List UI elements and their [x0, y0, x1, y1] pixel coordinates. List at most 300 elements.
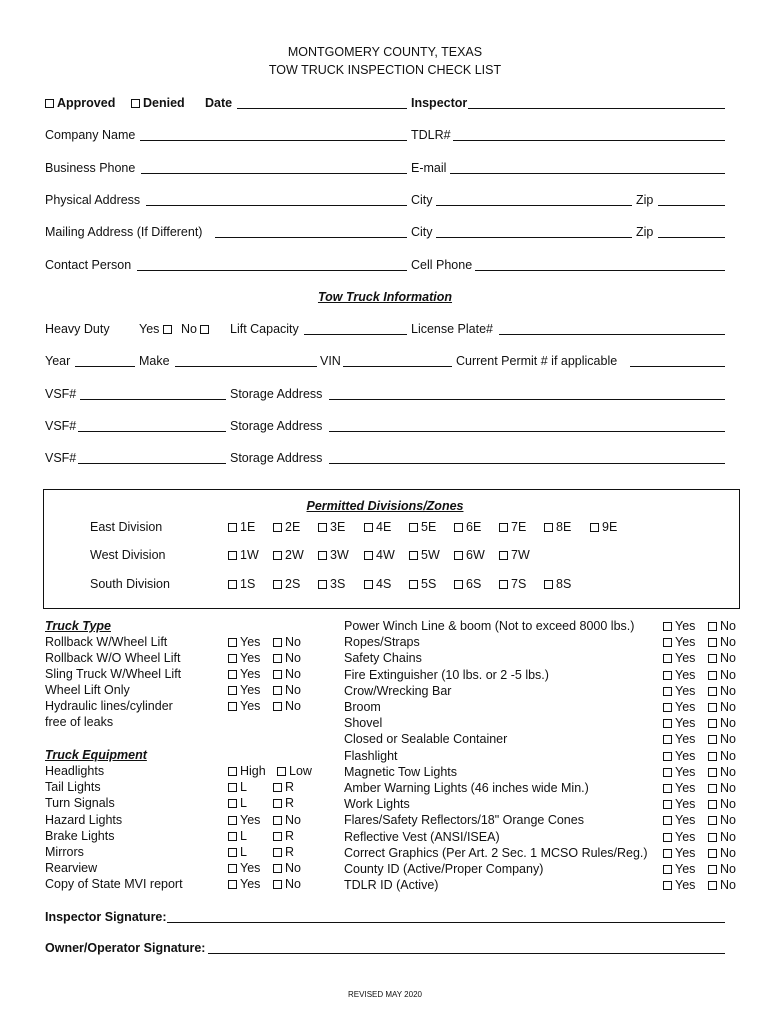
vin-field[interactable]	[343, 366, 452, 367]
checkbox-icon	[228, 638, 237, 647]
equipment-option-1[interactable]	[228, 861, 260, 875]
checkbox-label: Yes	[675, 716, 696, 731]
checkbox-icon	[708, 784, 717, 793]
equipment-label: Hazard Lights	[45, 812, 123, 827]
zone-checkbox-4w[interactable]	[364, 548, 395, 562]
heavy-duty-label: Heavy Duty	[45, 322, 110, 336]
checklist-item-label: Shovel	[344, 716, 383, 731]
checkbox-label: Yes	[675, 797, 696, 812]
checkbox-label: Yes	[675, 813, 696, 828]
checkbox-icon	[663, 638, 672, 647]
contact-person-field[interactable]	[137, 270, 407, 271]
checkbox-icon	[454, 551, 463, 560]
checkbox-label: 6S	[466, 577, 482, 591]
vsf-label-3: VSF#	[45, 451, 77, 465]
checkbox-label: Yes	[675, 667, 696, 682]
tow-truck-info-heading: Tow Truck Information	[317, 290, 453, 304]
form-title-line2: TOW TRUCK INSPECTION CHECK LIST	[268, 63, 502, 77]
truck-type-option-1[interactable]	[228, 635, 260, 649]
equipment-label: Brake Lights	[45, 828, 115, 843]
checkbox-icon	[228, 670, 237, 679]
mailing-address-field[interactable]	[215, 237, 407, 238]
zone-checkbox-3e[interactable]	[318, 520, 345, 534]
checkbox-label: No	[285, 812, 301, 827]
checkbox-label: R	[285, 845, 295, 859]
checklist-yes[interactable]	[663, 797, 695, 811]
truck-type-label: Hydraulic lines/cylinder	[45, 699, 173, 713]
checkbox-icon	[273, 686, 282, 695]
checklist-no[interactable]	[708, 619, 736, 633]
checkbox-label: 4W	[376, 548, 395, 562]
equipment-label: Rearview	[45, 861, 98, 876]
truck-type-option-1[interactable]	[228, 683, 260, 697]
checkbox-icon	[663, 671, 672, 680]
checkbox-icon	[273, 848, 282, 857]
checklist-no[interactable]	[708, 651, 736, 665]
checkbox-icon	[228, 816, 237, 825]
checklist-no[interactable]	[708, 749, 736, 763]
checkbox-label: Yes	[675, 651, 696, 666]
checkbox-icon	[273, 654, 282, 663]
vsf-label-2: VSF#	[45, 419, 77, 433]
zone-checkbox-8e[interactable]	[544, 520, 571, 534]
checklist-no[interactable]	[708, 684, 736, 698]
truck-type-label: Sling Truck W/Wheel Lift	[45, 667, 182, 681]
checkbox-icon	[273, 783, 282, 792]
checkbox-label: 8S	[556, 577, 572, 591]
checklist-yes[interactable]	[663, 878, 695, 892]
checkbox-label: No	[285, 699, 301, 713]
checkbox-label: 7E	[511, 520, 527, 534]
heavy-duty-no[interactable]: No	[181, 322, 212, 336]
checklist-yes[interactable]	[663, 862, 695, 876]
year-label: Year	[45, 354, 71, 368]
checkbox-icon	[708, 800, 717, 809]
date-label: Date	[205, 96, 233, 110]
checklist-yes[interactable]	[663, 700, 695, 714]
checklist-no[interactable]	[708, 830, 736, 844]
checkbox-label: 5W	[421, 548, 440, 562]
equipment-option-2[interactable]	[273, 796, 294, 810]
checkbox-icon	[708, 638, 717, 647]
owner-signature-field[interactable]	[208, 953, 725, 954]
checkbox-icon	[663, 881, 672, 890]
truck-type-heading: Truck Type	[45, 619, 111, 633]
current-permit-field[interactable]	[630, 366, 725, 367]
zone-checkbox-7s[interactable]	[499, 577, 526, 591]
checklist-yes[interactable]	[663, 651, 695, 665]
checkbox-icon	[663, 687, 672, 696]
truck-type-option-2[interactable]	[273, 667, 301, 681]
checklist-yes[interactable]	[663, 668, 695, 682]
checkbox-label: Yes	[675, 700, 696, 714]
checkbox-icon	[273, 523, 282, 532]
checkbox-icon	[273, 638, 282, 647]
checkbox-label: No	[285, 683, 301, 697]
checkbox-label: No	[720, 862, 736, 876]
checkbox-icon	[228, 580, 237, 589]
checkbox-icon	[708, 719, 717, 728]
checkbox-icon	[663, 800, 672, 809]
checkbox-icon	[364, 551, 373, 560]
checklist-no[interactable]	[708, 781, 736, 795]
equipment-option-2[interactable]	[277, 764, 312, 778]
east-division-label: East Division	[90, 520, 163, 534]
checkbox-label: Yes	[240, 812, 261, 827]
checkbox-icon	[273, 702, 282, 711]
email-field[interactable]	[450, 173, 725, 174]
checkbox-label: Yes	[675, 732, 696, 747]
truck-type-option-2[interactable]	[273, 651, 301, 665]
checkbox-label: 8E	[556, 520, 572, 534]
current-permit-label: Current Permit # if applicable	[456, 354, 618, 368]
tdlr-label: TDLR#	[411, 128, 451, 142]
checkbox-label: No	[720, 878, 736, 893]
truck-type-option-1[interactable]	[228, 667, 260, 681]
checklist-item-label: Work Lights	[344, 797, 410, 812]
checkbox-icon	[228, 767, 237, 776]
storage-address-label-3: Storage Address	[230, 451, 323, 465]
owner-signature-label: Owner/Operator Signature:	[45, 941, 206, 955]
checkbox-label: 5S	[421, 577, 437, 591]
checkbox-label: No	[720, 748, 736, 763]
checkbox-label: Yes	[240, 683, 261, 697]
zone-checkbox-8s[interactable]	[544, 577, 571, 591]
business-phone-label: Business Phone	[45, 161, 136, 175]
checkbox-icon	[273, 816, 282, 825]
date-field[interactable]	[237, 108, 407, 109]
equipment-label: Tail Lights	[45, 780, 101, 795]
mailing-city-field[interactable]	[436, 237, 632, 238]
zone-checkbox-7e[interactable]	[499, 520, 526, 534]
equipment-option-1[interactable]	[228, 764, 266, 778]
checkbox-label: Yes	[240, 667, 261, 681]
checkbox-label: Yes	[240, 861, 261, 876]
tdlr-field[interactable]	[453, 140, 725, 141]
checkbox-label: 3S	[330, 577, 346, 591]
checkbox-label: 2S	[285, 577, 301, 591]
checklist-yes[interactable]	[663, 635, 695, 649]
zone-checkbox-2s[interactable]	[273, 577, 300, 591]
zone-checkbox-6s[interactable]	[454, 577, 481, 591]
checkbox-label: No	[285, 667, 301, 681]
checkbox-icon	[228, 686, 237, 695]
checkbox-label: Low	[289, 764, 312, 778]
west-division-label: West Division	[90, 548, 166, 562]
checkbox-icon	[708, 768, 717, 777]
checkbox-label: 1S	[240, 577, 256, 591]
checklist-item-label: Flares/Safety Reflectors/18" Orange Cones	[344, 813, 584, 828]
checklist-yes[interactable]	[663, 765, 695, 779]
truck-type-label: Rollback W/Wheel Lift	[45, 635, 168, 649]
equipment-option-2[interactable]	[273, 813, 301, 827]
checkbox-label: Yes	[675, 619, 696, 633]
checklist-item-label: Fire Extinguisher (10 lbs. or 2 -5 lbs.)	[344, 667, 549, 682]
checkbox-icon	[708, 735, 717, 744]
checklist-item-label: Flashlight	[344, 748, 398, 763]
checkbox-label: No	[720, 732, 736, 747]
zone-checkbox-2e[interactable]	[273, 520, 300, 534]
checklist-no[interactable]	[708, 878, 736, 892]
checklist-item-label: Closed or Sealable Container	[344, 732, 508, 747]
checklist-no[interactable]	[708, 765, 736, 779]
checklist-item-label: County ID (Active/Proper Company)	[344, 862, 544, 876]
hydraulic-line2: free of leaks	[45, 715, 114, 729]
checkbox-label: 6W	[466, 548, 485, 562]
checkbox-icon	[663, 622, 672, 631]
checkbox-label: Yes	[675, 829, 696, 844]
mailing-address-label: Mailing Address (If Different)	[45, 225, 203, 239]
checkbox-label: 2E	[285, 520, 301, 534]
checkbox-icon	[663, 784, 672, 793]
inspector-label: Inspector	[411, 96, 468, 110]
checkbox-label: 3W	[330, 548, 349, 562]
checkbox-icon	[409, 580, 418, 589]
checkbox-label: L	[240, 845, 247, 859]
checkbox-icon	[663, 768, 672, 777]
truck-type-option-1[interactable]	[228, 699, 260, 713]
checkbox-label: No	[285, 651, 301, 665]
equipment-option-1[interactable]	[228, 780, 247, 794]
zone-checkbox-4e[interactable]	[364, 520, 391, 534]
checkbox-icon	[708, 687, 717, 696]
checkbox-icon	[499, 523, 508, 532]
checkbox-label: Yes	[675, 862, 696, 876]
vsf-field-1[interactable]	[80, 399, 226, 400]
checkbox-icon	[228, 799, 237, 808]
checkbox-label: Yes	[675, 878, 696, 893]
checklist-no[interactable]	[708, 846, 736, 860]
checkbox-icon	[273, 832, 282, 841]
checklist-no[interactable]	[708, 668, 736, 682]
checklist-yes[interactable]	[663, 749, 695, 763]
zone-checkbox-2w[interactable]	[273, 548, 304, 562]
checklist-item-label: Crow/Wrecking Bar	[344, 683, 452, 698]
equipment-label: Turn Signals	[45, 796, 115, 811]
equipment-option-1[interactable]	[228, 845, 247, 859]
checkbox-label: No	[285, 635, 301, 649]
checkbox-icon	[45, 99, 54, 108]
physical-zip-label: Zip	[636, 193, 654, 207]
checkbox-icon	[499, 580, 508, 589]
checklist-no[interactable]	[708, 716, 736, 730]
checkbox-icon	[454, 523, 463, 532]
checkbox-icon	[708, 703, 717, 712]
checkbox-icon	[663, 654, 672, 663]
checkbox-icon	[663, 816, 672, 825]
storage-address-field-2[interactable]	[329, 431, 725, 432]
equipment-label: Mirrors	[45, 845, 84, 859]
business-phone-field[interactable]	[141, 173, 407, 174]
checkbox-icon	[273, 880, 282, 889]
zone-checkbox-4s[interactable]	[364, 577, 391, 591]
email-label: E-mail	[411, 161, 447, 175]
permitted-divisions-heading: Permitted Divisions/Zones	[306, 499, 464, 513]
make-field[interactable]	[175, 366, 317, 367]
checkbox-icon	[277, 767, 286, 776]
checklist-item-label: Safety Chains	[344, 651, 422, 666]
equipment-option-2[interactable]	[273, 877, 301, 891]
checkbox-label: R	[285, 780, 295, 795]
checkbox-icon	[228, 848, 237, 857]
vsf-field-2[interactable]	[78, 431, 226, 432]
checkbox-icon	[273, 670, 282, 679]
checkbox-label: R	[285, 796, 295, 811]
checkbox-icon	[364, 523, 373, 532]
license-plate-field[interactable]	[499, 334, 725, 335]
checklist-no[interactable]	[708, 635, 736, 649]
physical-address-field[interactable]	[146, 205, 407, 206]
vsf-field-3[interactable]	[78, 463, 226, 464]
checkbox-icon	[708, 849, 717, 858]
zone-checkbox-3s[interactable]	[318, 577, 345, 591]
storage-address-field-1[interactable]	[329, 399, 725, 400]
lift-capacity-field[interactable]	[304, 334, 407, 335]
checkbox-label: 4S	[376, 577, 392, 591]
checkbox-icon	[663, 703, 672, 712]
checklist-yes[interactable]	[663, 716, 695, 730]
company-name-field[interactable]	[140, 140, 407, 141]
equipment-option-1[interactable]	[228, 813, 260, 827]
equipment-option-2[interactable]	[273, 829, 294, 843]
checkbox-label: L	[240, 796, 247, 811]
checkbox-label: 7S	[511, 577, 527, 591]
mailing-city-label: City	[411, 225, 433, 239]
mailing-zip-label: Zip	[636, 225, 654, 239]
checkbox-label: No	[720, 683, 736, 698]
checkbox-label: Yes	[675, 635, 696, 650]
zone-checkbox-1e[interactable]	[228, 520, 255, 534]
checkbox-icon	[163, 325, 172, 334]
checkbox-icon	[200, 325, 209, 334]
equipment-label: Copy of State MVI report	[45, 877, 183, 892]
zone-checkbox-1w[interactable]	[228, 548, 259, 562]
checkbox-icon	[708, 654, 717, 663]
checkbox-icon	[454, 580, 463, 589]
equipment-option-2[interactable]	[273, 780, 294, 794]
checkbox-label: No	[720, 619, 736, 633]
checklist-no[interactable]	[708, 813, 736, 827]
checklist-yes[interactable]	[663, 619, 695, 633]
checkbox-icon	[409, 551, 418, 560]
zone-checkbox-5s[interactable]	[409, 577, 436, 591]
zone-checkbox-3w[interactable]	[318, 548, 349, 562]
checkbox-icon	[228, 654, 237, 663]
checklist-yes[interactable]	[663, 830, 695, 844]
truck-type-option-2[interactable]	[273, 699, 301, 713]
checkbox-label: 7W	[511, 548, 530, 562]
checklist-no[interactable]	[708, 797, 736, 811]
checkbox-label: No	[720, 813, 736, 828]
checkbox-icon	[708, 752, 717, 761]
checkbox-label: 1E	[240, 520, 256, 534]
approved-checkbox[interactable]: Approved	[45, 96, 115, 110]
physical-address-label: Physical Address	[45, 193, 141, 207]
zone-checkbox-5w[interactable]	[409, 548, 440, 562]
checkbox-label: L	[240, 780, 247, 795]
checkbox-label: Yes	[240, 651, 261, 665]
checkbox-label: No	[720, 764, 736, 779]
checkbox-label: No	[720, 635, 736, 650]
truck-type-option-1[interactable]	[228, 651, 260, 665]
checkbox-icon	[663, 752, 672, 761]
physical-city-label: City	[411, 193, 433, 207]
truck-type-label: Wheel Lift Only	[45, 683, 130, 697]
checklist-no[interactable]	[708, 732, 736, 746]
checklist-yes[interactable]	[663, 684, 695, 698]
checkbox-icon	[663, 849, 672, 858]
checkbox-icon	[409, 523, 418, 532]
zone-checkbox-6w[interactable]	[454, 548, 485, 562]
checkbox-label: Yes	[675, 781, 696, 795]
zone-checkbox-7w[interactable]	[499, 548, 530, 562]
storage-address-field-3[interactable]	[329, 463, 725, 464]
equipment-option-1[interactable]	[228, 796, 247, 810]
checkbox-label: Yes	[675, 683, 696, 698]
checkbox-icon	[318, 551, 327, 560]
inspector-signature-field[interactable]	[167, 922, 725, 923]
checkbox-label: Yes	[240, 699, 261, 713]
truck-type-option-2[interactable]	[273, 635, 301, 649]
checklist-no[interactable]	[708, 700, 736, 714]
checklist-yes[interactable]	[663, 846, 695, 860]
equipment-option-1[interactable]	[228, 877, 260, 891]
checkbox-label: 4E	[376, 520, 392, 534]
checkbox-label: No	[720, 651, 736, 666]
zone-checkbox-5e[interactable]	[409, 520, 436, 534]
inspector-field[interactable]	[468, 108, 725, 109]
year-field[interactable]	[75, 366, 135, 367]
checkbox-icon	[273, 864, 282, 873]
zone-checkbox-6e[interactable]	[454, 520, 481, 534]
checklist-yes[interactable]	[663, 781, 695, 795]
checkbox-icon	[708, 881, 717, 890]
checkbox-icon	[544, 523, 553, 532]
mailing-zip-field[interactable]	[658, 237, 725, 238]
physical-zip-field[interactable]	[658, 205, 725, 206]
checkbox-label: 1W	[240, 548, 259, 562]
checkbox-label: No	[285, 861, 301, 876]
equipment-option-2[interactable]	[273, 845, 294, 859]
checkbox-icon	[708, 865, 717, 874]
cell-phone-field[interactable]	[475, 270, 725, 271]
contact-person-label: Contact Person	[45, 258, 132, 272]
checkbox-label: 5E	[421, 520, 437, 534]
south-division-label: South Division	[90, 577, 170, 591]
physical-city-field[interactable]	[436, 205, 632, 206]
checklist-yes[interactable]	[663, 813, 695, 827]
checkbox-icon	[663, 735, 672, 744]
make-label: Make	[139, 354, 170, 368]
zone-checkbox-9e[interactable]	[590, 520, 617, 534]
checklist-item-label: Amber Warning Lights (46 inches wide Min.)	[344, 781, 589, 795]
checklist-no[interactable]	[708, 862, 736, 876]
denied-checkbox[interactable]: Denied	[131, 96, 185, 110]
checkbox-icon	[544, 580, 553, 589]
truck-type-option-2[interactable]	[273, 683, 301, 697]
checkbox-icon	[663, 865, 672, 874]
heavy-duty-yes[interactable]: Yes	[139, 322, 175, 336]
checklist-item-label: Ropes/Straps	[344, 635, 420, 650]
equipment-option-2[interactable]	[273, 861, 301, 875]
checklist-yes[interactable]	[663, 732, 695, 746]
checklist-item-label: Power Winch Line & boom (Not to exceed 8000 lbs.)	[344, 619, 635, 633]
zone-checkbox-1s[interactable]	[228, 577, 255, 591]
equipment-option-1[interactable]	[228, 829, 247, 843]
license-plate-label: License Plate#	[411, 322, 494, 336]
checkbox-label: Yes	[240, 877, 261, 892]
checkbox-icon	[590, 523, 599, 532]
